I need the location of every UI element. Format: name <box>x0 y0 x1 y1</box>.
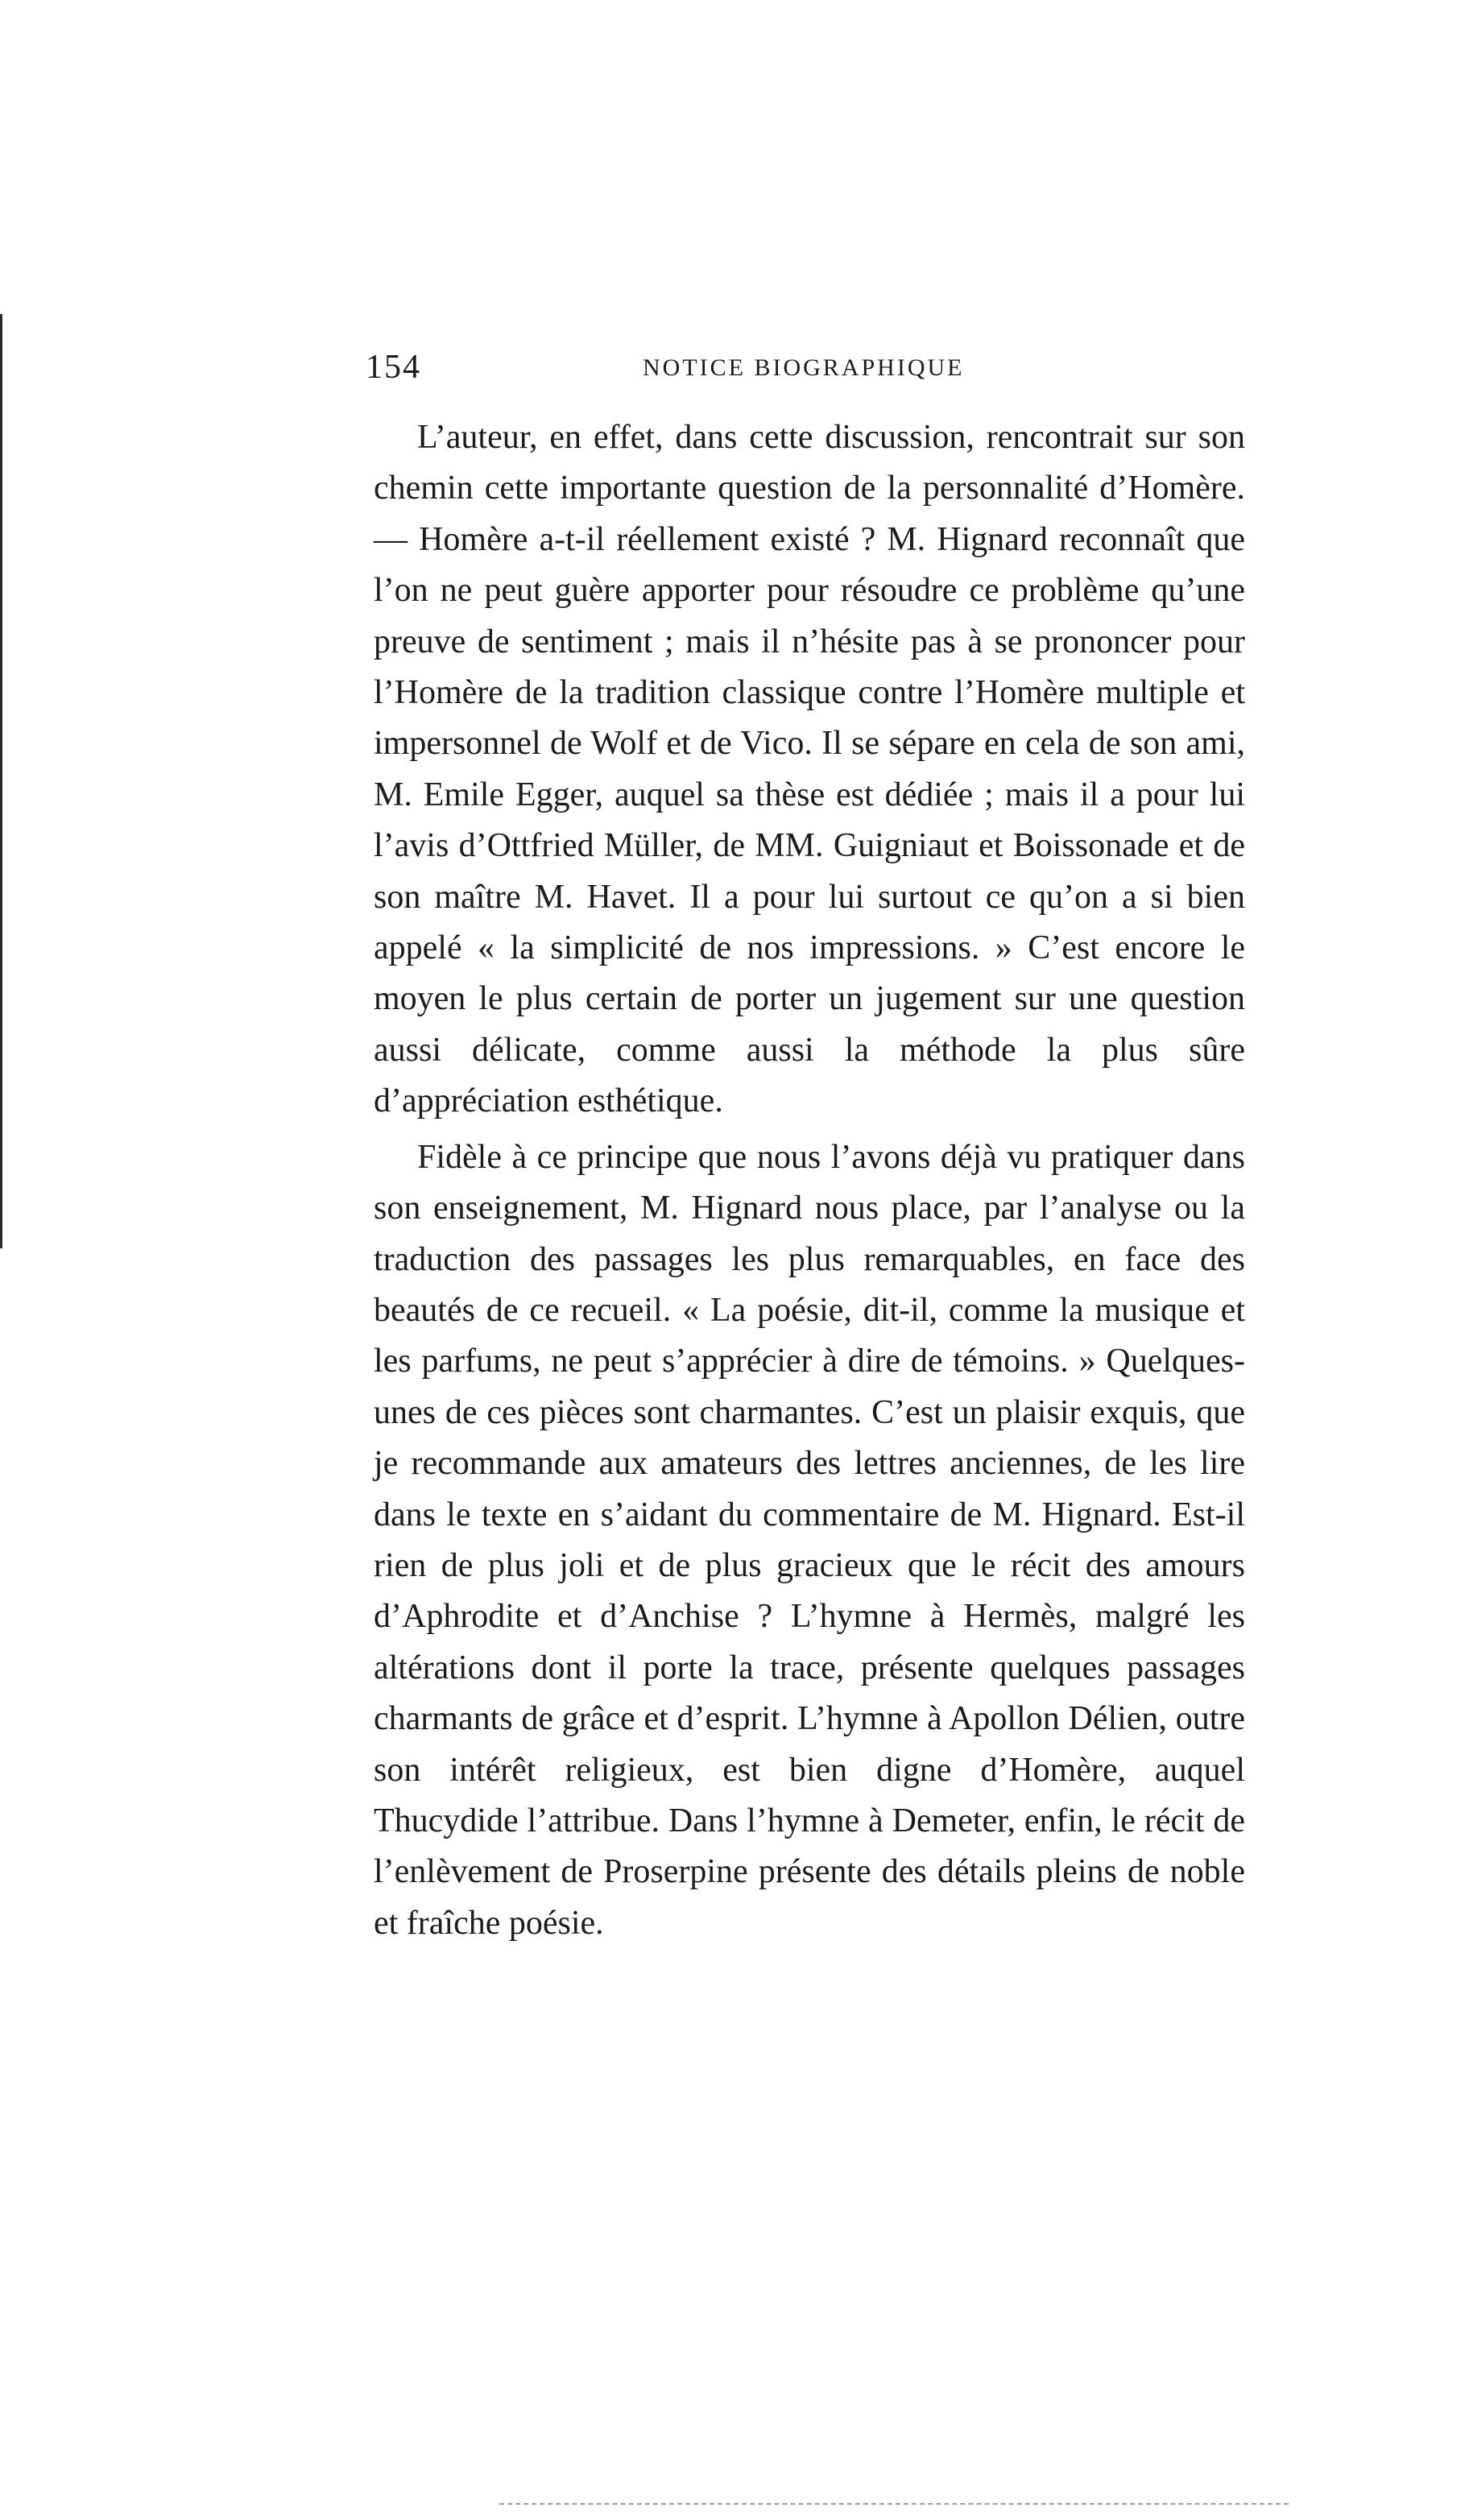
running-head <box>366 348 1074 396</box>
body-text <box>374 412 1245 1949</box>
bottom-dashed-rule <box>499 2503 1289 2505</box>
paragraph-2: Fidèle à ce principe que nous l’avons déjà vu pratiquer dans son enseignement, M. Hignard nous place, par l’analyse ou la traduction des passages les plus remarquables, en face des beautés de ce recueil. « La poésie, dit-il, comme la musique et les parfums, ne peut s’apprécier à dire de témoins. » Quelques-unes de ces pièces sont charmantes. C’est un plaisir exquis, que je recommande aux amateurs des lettres anciennes, de les lire dans le texte en s’aidant du commentaire de M. Hignard. Est-il rien de plus joli et de plus gracieux que le récit des amours d’Aphrodite et d’Anchise ? L’hymne à Hermès, malgré les altérations dont il porte la trace, présente quelques passages charmants de grâce et d’esprit. L’hymne à Apollon Délien, outre son intérêt religieux, est bien digne d’Homère, auquel Thucydide l’attribue. Dans l’hymne à Demeter, enfin, le récit de l’enlèvement de Proserpine présente des détails pleins de noble et fraîche poésie. <box>374 1138 1245 1942</box>
page-number: 154 <box>366 349 421 386</box>
paragraph-1: L’auteur, en effet, dans cette discussion, rencontrait sur son chemin cette importante question de la personnalité d’Homère. — Homère a-t-il réellement existé ? M. Hignard reconnaît que l’on ne peut guère apporter pour résoudre ce problème qu’une preuve de sentiment ; mais il n’hésite pas à se prononcer pour l’Homère de la tradition classique contre l’Homère multiple et impersonnel de Wolf et de Vico. Il se sépare en cela de son ami, M. Emile Egger, auquel sa thèse est dédiée ; mais il a pour lui l’avis d’Ottfried Müller, de MM. Guigniaut et Boissonade et de son maître M. Havet. Il a pour lui surtout ce qu’on a si bien appelé « la simplicité de nos impressions. » C’est encore le moyen le plus certain de porter un jugement sur une question aussi délicate, comme aussi la méthode la plus sûre d’appréciation esthétique. <box>374 419 1245 1120</box>
page-edge-shadow <box>0 314 2 1248</box>
section-title: NOTICE BIOGRAPHIQUE <box>643 354 965 381</box>
